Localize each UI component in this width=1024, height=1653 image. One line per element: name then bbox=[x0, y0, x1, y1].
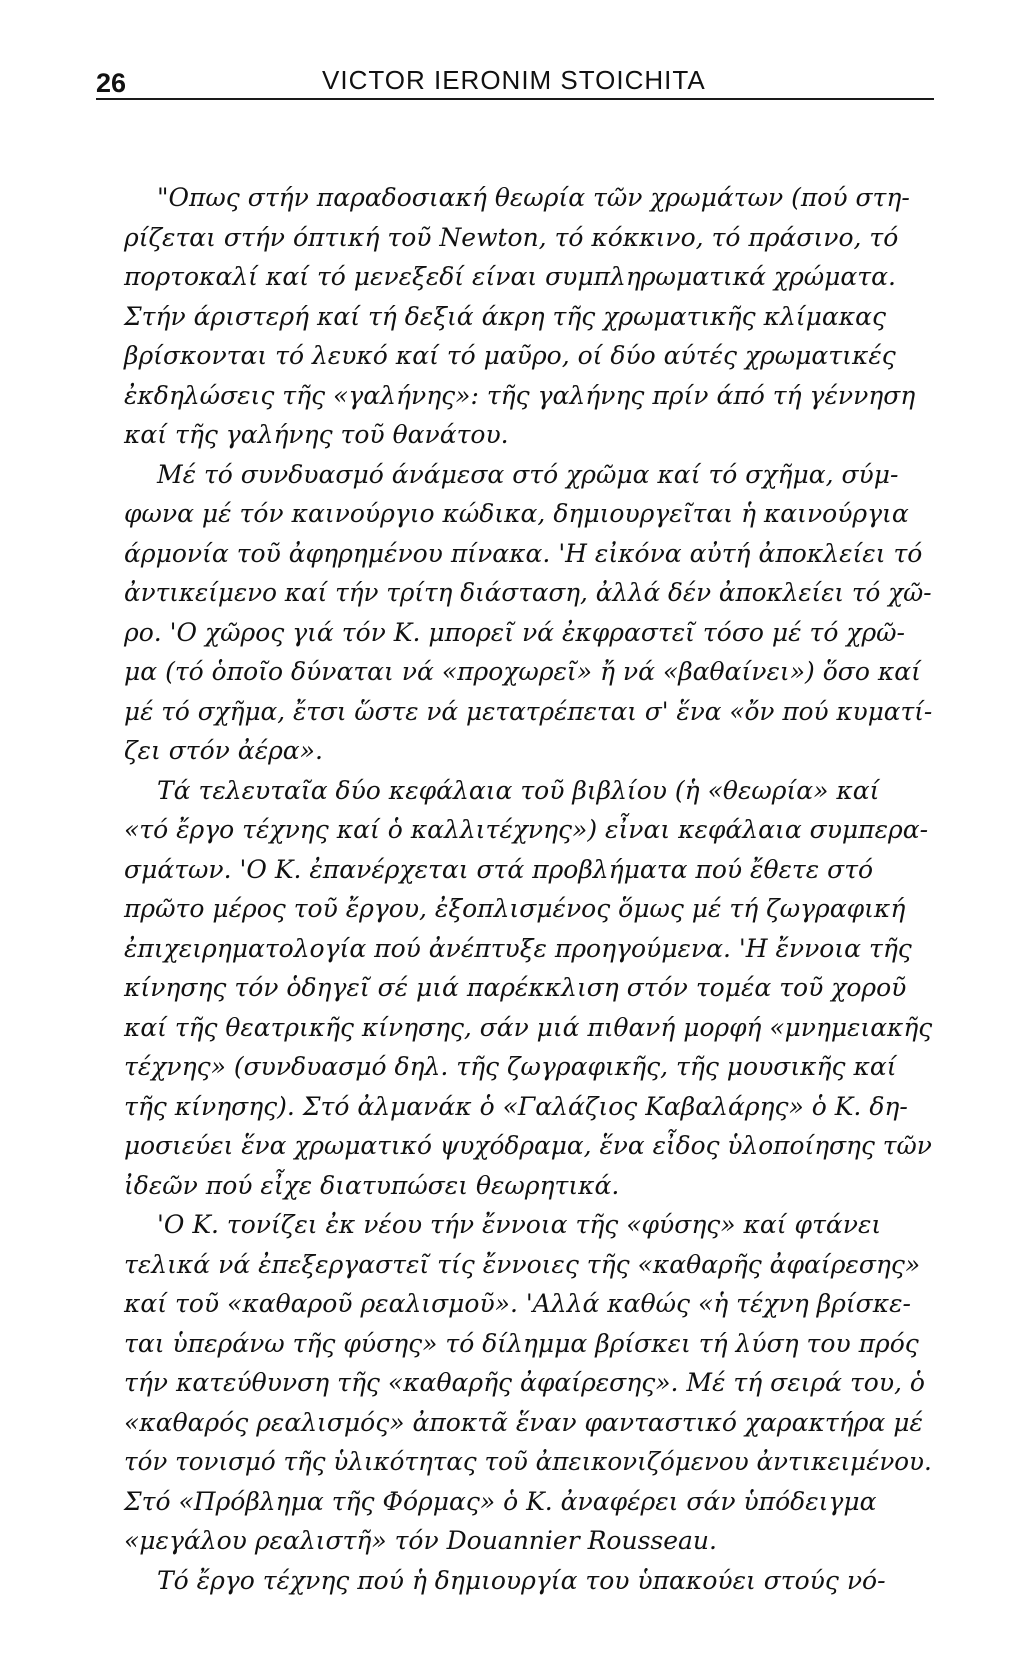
text-line: ἀντικείμενο καί τήν τρίτη διάσταση, ἀλλά δέν ἀποκλείει τό χῶ- bbox=[124, 578, 932, 607]
text-line: Στό «Πρόβλημα τῆς Φόρμας» ὁ Κ. ἀναφέρει σάν ὑπόδειγμα bbox=[124, 1486, 877, 1516]
text-line: καί τῆς γαλήνης τοῦ θανάτου. bbox=[124, 420, 509, 449]
text-line: βρίσκονται τό λευκό καί τό μαῦρο, οί δύο αύτές χρωματικές bbox=[124, 341, 896, 370]
text-line: ρο. 'Ο χῶρος γιά τόν Κ. μπορεῖ νά ἐκφραστεῖ τόσο μέ τό χρῶ- bbox=[124, 617, 905, 647]
running-title: VICTOR IERONIM STOICHITA bbox=[322, 65, 706, 95]
text-line: πορτοκαλί καί τό μενεξεδί είναι συμπληρωματικά χρώματα. bbox=[124, 262, 896, 291]
running-header bbox=[96, 58, 934, 100]
text-line: κίνησης τόν ὁδηγεῖ σέ μιά παρέκκλιση στόν τομέα τοῦ χοροῦ bbox=[124, 973, 907, 1002]
text-line: ρίζεται στήν όπτική τοῦ Newton, τό κόκκινο, τό πράσινο, τό bbox=[124, 222, 899, 252]
text-line: καί τῆς θεατρικῆς κίνησης, σάν μιά πιθανή μορφή «μνημειακῆς bbox=[124, 1012, 933, 1042]
text-line: άρμονία τοῦ ἀφηρημένου πίνακα. 'Η εἰκόνα αὐτή ἀποκλείει τό bbox=[124, 538, 923, 568]
text-line: τήν κατεύθυνση τῆς «καθαρῆς ἀφαίρεσης». Μέ τή σειρά του, ὁ bbox=[124, 1368, 925, 1397]
text-line: μα (τό ὁποῖο δύναται νά «προχωρεῖ» ἤ νά «βαθαίνει») ὅσο καί bbox=[124, 657, 921, 686]
body-text bbox=[124, 178, 932, 1600]
text-line: τῆς κίνησης). Στό ἀλμανάκ ὁ «Γαλάζιος Καβαλάρης» ὁ Κ. δη- bbox=[124, 1091, 908, 1121]
text-line: «καθαρός ρεαλισμός» ἀποκτᾶ ἕναν φανταστικό χαρακτήρα μέ bbox=[124, 1407, 923, 1437]
text-line: μοσιεύει ἕνα χρωματικό ψυχόδραμα, ἕνα εἶδος ὑλοποίησης τῶν bbox=[124, 1131, 932, 1160]
text-line: φωνα μέ τόν καινούργιο κώδικα, δημιουργεῖται ἡ καινούργια bbox=[124, 499, 909, 528]
text-line: μέ τό σχῆμα, ἔτσι ὥστε νά μετατρέπεται σ' ἕνα «ὄν πού κυματί- bbox=[124, 696, 933, 726]
text-line: τελικά νά ἐπεξεργαστεῖ τίς ἔννοιες τῆς «καθαρῆς ἀφαίρεσης» bbox=[124, 1249, 921, 1279]
text-line: 'Ο Κ. τονίζει ἐκ νέου τήν ἔννοια τῆς «φύσης» καί φτάνει bbox=[157, 1210, 882, 1239]
text-line: καί τοῦ «καθαροῦ ρεαλισμοῦ». 'Αλλά καθώς «ἡ τέχνη βρίσκε- bbox=[124, 1289, 911, 1318]
text-line: Στήν άριστερή καί τή δεξιά άκρη τῆς χρωματικῆς κλίμακας bbox=[124, 301, 887, 331]
text-line: Τό ἔργο τέχνης πού ἡ δημιουργία του ὑπακούει στούς νό- bbox=[157, 1565, 886, 1595]
text-line: τόν τονισμό τῆς ὑλικότητας τοῦ ἀπεικονιζόμενου ἀντικειμένου. bbox=[124, 1447, 932, 1476]
text-line: Μέ τό συνδυασμό άνάμεσα στό χρῶμα καί τό σχῆμα, σύμ- bbox=[157, 459, 899, 489]
text-line: πρῶτο μέρος τοῦ ἔργου, ἐξοπλισμένος ὅμως μέ τή ζωγραφική bbox=[124, 894, 906, 923]
text-line: ἐκδηλώσεις τῆς «γαλήνης»: τῆς γαλήνης πρίν άπό τή γέννηση bbox=[124, 380, 916, 410]
text-line: ζει στόν ἀέρα». bbox=[124, 736, 323, 765]
text-line: ἐπιχειρηματολογία πού ἀνέπτυξε προηγούμενα. 'Η ἔννοια τῆς bbox=[124, 933, 912, 963]
text-line: σμάτων. 'Ο Κ. ἐπανέρχεται στά προβλήματα πού ἔθετε στό bbox=[124, 854, 874, 884]
text-line: Τά τελευταῖα δύο κεφάλαια τοῦ βιβλίου (ἡ «θεωρία» καί bbox=[157, 775, 880, 805]
text-line: "Οπως στήν παραδοσιακή θεωρία τῶν χρωμάτων (πού στη- bbox=[157, 183, 910, 212]
text-line: «μεγάλου ρεαλιστῆ» τόν Douannier Rousseau. bbox=[124, 1526, 717, 1555]
text-line: ἰδεῶν πού εἶχε διατυπώσει θεωρητικά. bbox=[124, 1170, 620, 1200]
text-line: τέχνης» (συνδυασμό δηλ. τῆς ζωγραφικῆς, τῆς μουσικῆς καί bbox=[124, 1052, 897, 1081]
page-number: 26 bbox=[96, 68, 127, 98]
text-line: ται ὑπεράνω τῆς φύσης» τό δίλημμα βρίσκει τή λύση του πρός bbox=[124, 1328, 919, 1358]
text-line: «τό ἔργο τέχνης καί ὁ καλλιτέχνης») εἶναι κεφάλαια συμπερα- bbox=[124, 815, 929, 844]
